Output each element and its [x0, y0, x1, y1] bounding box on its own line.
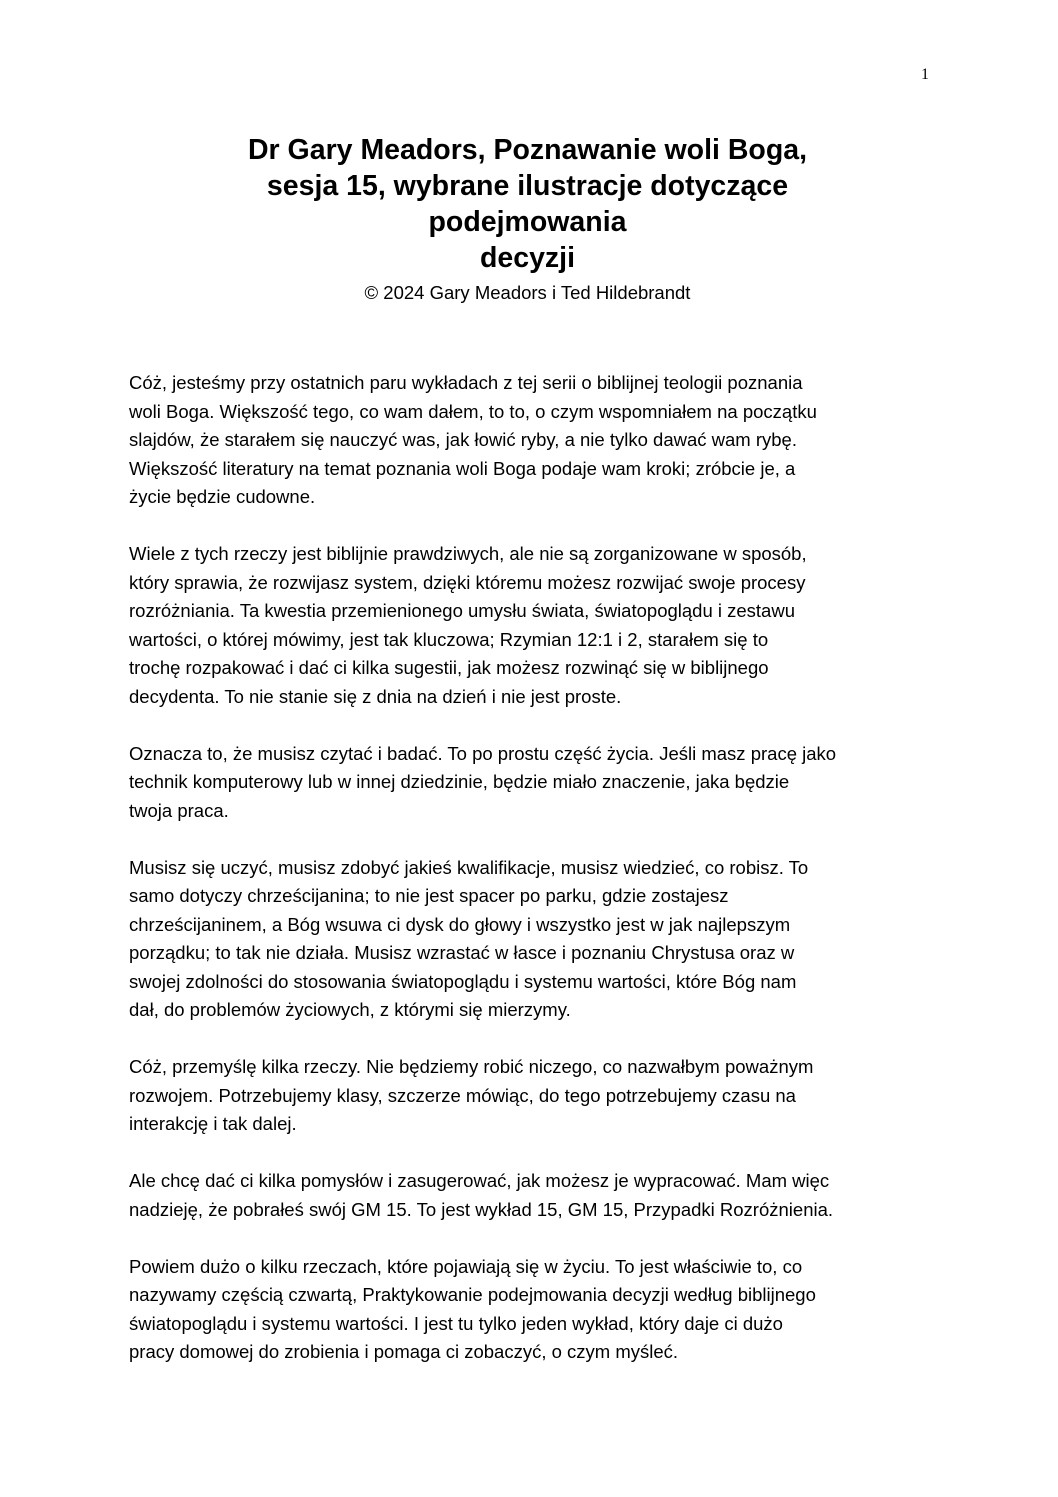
text-line: Wiele z tych rzeczy jest biblijnie prawdziwych, ale nie są zorganizowane w sposób, — [129, 543, 807, 564]
text-line: nazywamy częścią czwartą, Praktykowanie podejmowania decyzji według biblijnego — [129, 1284, 816, 1305]
text-line: Powiem dużo o kilku rzeczach, które pojawiają się w życiu. To jest właściwie to, co — [129, 1255, 803, 1277]
paragraph — [129, 854, 929, 1025]
text-line: który sprawia, że rozwijasz system, dzięki któremu możesz rozwijać swoje procesy — [129, 571, 806, 593]
text-line: trochę rozpakować i dać ci kilka sugestii, jak możesz rozwinąć się w biblijnego — [129, 657, 769, 678]
text-line: Większość literatury na temat poznania woli Boga podaje wam kroki; zróbcie je, a — [129, 457, 796, 479]
page-number: 1 — [921, 66, 929, 83]
title-block — [130, 132, 925, 306]
text-line: swojej zdolności do stosowania światopoglądu i systemu wartości, które Bóg nam — [129, 970, 797, 992]
text-line: Cóż, jesteśmy przy ostatnich paru wykładach z tej serii o biblijnej teologii poznania — [129, 372, 803, 393]
text-line: nadzieję, że pobrałeś swój GM 15. To jest wykład 15, GM 15, Przypadki Rozróżnienia. — [129, 1198, 834, 1220]
text-line: Cóż, przemyślę kilka rzeczy. Nie będziemy robić niczego, co nazwałbym poważnym — [129, 1056, 814, 1077]
title-line: sesja 15, wybrane ilustracje dotyczące — [266, 170, 789, 202]
text-line: rozróżniania. Ta kwestia przemienionego umysłu świata, światopoglądu i zestawu — [129, 600, 795, 621]
paragraph — [129, 369, 929, 512]
text-line: światopoglądu i systemu wartości. I jest tu tylko jeden wykład, który daje ci dużo — [129, 1312, 783, 1334]
document-body — [129, 369, 929, 1395]
text-line: twoja praca. — [129, 799, 229, 821]
text-line: technik komputerowy lub w innej dziedzinie, będzie miało znaczenie, jaka będzie — [129, 771, 790, 792]
text-line: rozwojem. Potrzebujemy klasy, szczerze mówiąc, do tego potrzebujemy czasu na — [129, 1084, 796, 1106]
text-line: slajdów, że starałem się nauczyć was, jak łowić ryby, a nie tylko dawać wam rybę. — [129, 429, 797, 450]
text-line: życie będzie cudowne. — [129, 486, 316, 507]
paragraph — [129, 1253, 929, 1367]
text-line: decydenta. To nie stanie się z dnia na dzień i nie jest proste. — [129, 685, 622, 707]
paragraph — [129, 1053, 929, 1139]
title-line: podejmowania — [428, 206, 627, 238]
text-line: Musisz się uczyć, musisz zdobyć jakieś kwalifikacje, musisz wiedzieć, co robisz. To — [129, 856, 809, 878]
text-line: wartości, o której mówimy, jest tak kluczowa; Rzymian 12:1 i 2, starałem się to — [129, 628, 769, 650]
paragraph — [129, 1167, 929, 1224]
paragraph — [129, 740, 929, 826]
document-title — [130, 132, 925, 276]
text-line: Ale chcę dać ci kilka pomysłów i zasugerować, jak możesz je wypracować. Mam więc — [129, 1170, 830, 1191]
text-line: Oznacza to, że musisz czytać i badać. To po prostu część życia. Jeśli masz pracę jako — [129, 742, 837, 764]
text-line: woli Boga. Większość tego, co wam dałem, to to, o czym wspomniałem na początku — [129, 400, 817, 422]
text-line: chrześcijaninem, a Bóg wsuwa ci dysk do głowy i wszystko jest w jak najlepszym — [129, 913, 791, 935]
text-line: pracy domowej do zrobienia i pomaga ci zobaczyć, o czym myśleć. — [129, 1341, 679, 1362]
text-line: samo dotyczy chrześcijanina; to nie jest spacer po parku, gdzie zostajesz — [129, 885, 729, 906]
text-line: dał, do problemów życiowych, z którymi się mierzymy. — [129, 999, 571, 1020]
title-line: decyzji — [479, 242, 576, 274]
text-line: porządku; to tak nie działa. Musisz wzrastać w łasce i poznaniu Chrystusa oraz w — [129, 942, 795, 963]
text-line: interakcję i tak dalej. — [129, 1113, 297, 1134]
title-line: Dr Gary Meadors, Poznawanie woli Boga, — [247, 134, 808, 166]
copyright-notice: © 2024 Gary Meadors i Ted Hildebrandt — [364, 282, 691, 303]
paragraph — [129, 540, 929, 711]
